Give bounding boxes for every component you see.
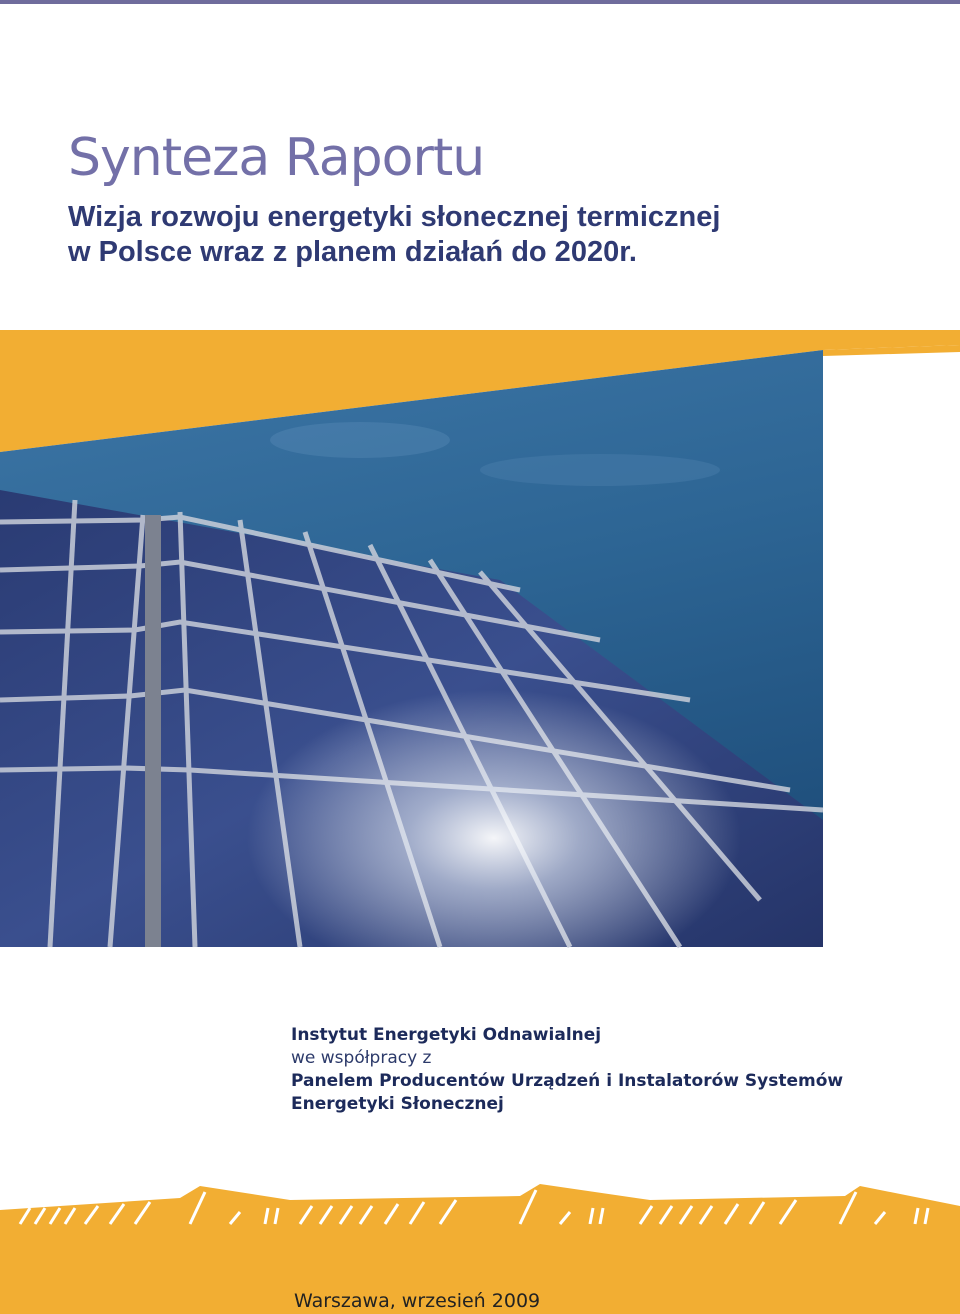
institute-name: Instytut Energetyki Odnawialnej <box>291 1025 602 1045</box>
subtitle-line-2: w Polsce wraz z planem działań do 2020r. <box>68 236 637 268</box>
panel-name-line-2: Energetyki Słonecznej <box>291 1094 504 1114</box>
subtitle-line-1: Wizja rozwoju energetyki słonecznej termicznej <box>68 201 721 233</box>
cooperation-text: we współpracy z <box>291 1048 432 1068</box>
report-title: Synteza Raportu <box>68 128 485 188</box>
place-date: Warszawa, wrzesień 2009 <box>294 1290 541 1312</box>
panel-name-line-1: Panelem Producentów Urządzeń i Instalatorów Systemów <box>291 1071 844 1091</box>
